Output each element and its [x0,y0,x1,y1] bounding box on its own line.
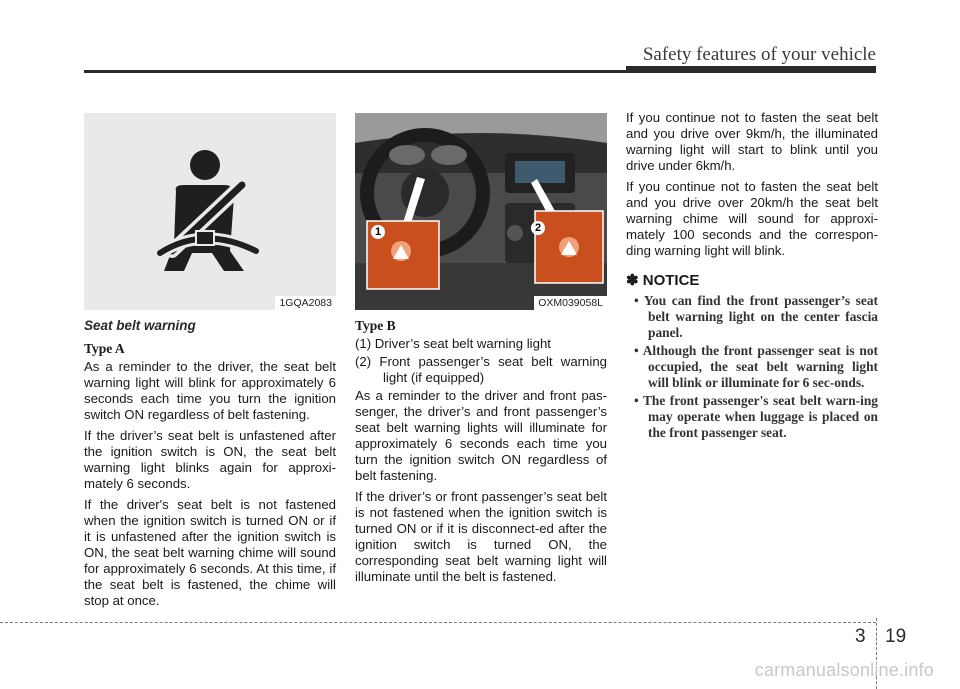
type-label: Type A [84,341,125,356]
notice-title: ✽ NOTICE [626,272,700,289]
paragraph: As a reminder to the driver and front pas-senger, the driver’s and front passenger’s seat belt warning lights will illuminate for approximately 6 seconds each time you turn the ignition switch ON regardless of belt fastening. [355,388,607,483]
column-middle [355,113,607,590]
paragraph: If you continue not to fasten the seat belt and you drive over 20km/h the seat belt warning chime will sound for approxi-mately 100 seconds and the correspon-ding warning light will blink. [626,179,878,258]
paragraph: As a reminder to the driver, the seat belt warning light will blink for approximately 6 seconds each time you turn the ignition switch ON regardless of belt fastening. [84,359,336,422]
callout-2: 2 [531,221,545,235]
list-item: (2) Front passenger’s seat belt warning light (if equipped) [355,354,607,385]
header-rule-accent [626,66,876,72]
header-title: Safety features of your vehicle [642,44,876,65]
seatbelt-warning-icon [84,113,336,310]
figure-caption: 1GQA2083 [275,296,336,310]
notice-item: • Although the front passenger seat is not occupied, the seat belt warning light will blink or illuminate for 6 sec-onds. [634,343,878,390]
paragraph: If the driver's seat belt is not fastened when the ignition switch is turned ON or if it is unfastened after the ignition switch is ON, the seat belt warning chime will sound for approximately 6 seconds. At this time, if the seat belt is fastened, the chime will stop at once. [84,497,336,608]
paragraph: If the driver’s or front passenger’s seat belt is not fastened when the ignition switch is turned ON or if it is disconnect-ed after the ignition switch is turned ON, the corresponding seat belt warning light will illuminate until the belt is fastened. [355,489,607,584]
column-right [626,110,878,443]
page-number: 19 [885,626,907,647]
type-label: Type B [355,318,396,333]
dashboard-photo [355,113,607,310]
paragraph: If the driver’s seat belt is unfastened after the ignition switch is ON, the seat belt warning light blinks again for approxi-mately 6 seconds. [84,428,336,491]
dashboard-figure [355,113,607,310]
callout-1: 1 [371,225,385,239]
paragraph: If you continue not to fasten the seat belt and you drive over 9km/h, the illuminated warning light will start to blink until you drive under 6km/h. [626,110,878,173]
notice-item: • You can find the front passenger’s seat belt warning light on the center fascia panel. [634,293,878,340]
watermark: carmanualsonline.info [754,660,934,680]
seatbelt-figure [84,113,336,310]
chapter-number: 3 [855,626,866,647]
notice-item: • The front passenger's seat belt warn-ing may operate when luggage is placed on the front passenger seat. [634,393,878,440]
footer-rule [0,622,876,623]
list-item: (1) Driver’s seat belt warning light [355,336,551,351]
section-heading: Seat belt warning [84,318,196,333]
column-left [84,113,336,614]
figure-caption: OXM039058L [534,296,607,310]
